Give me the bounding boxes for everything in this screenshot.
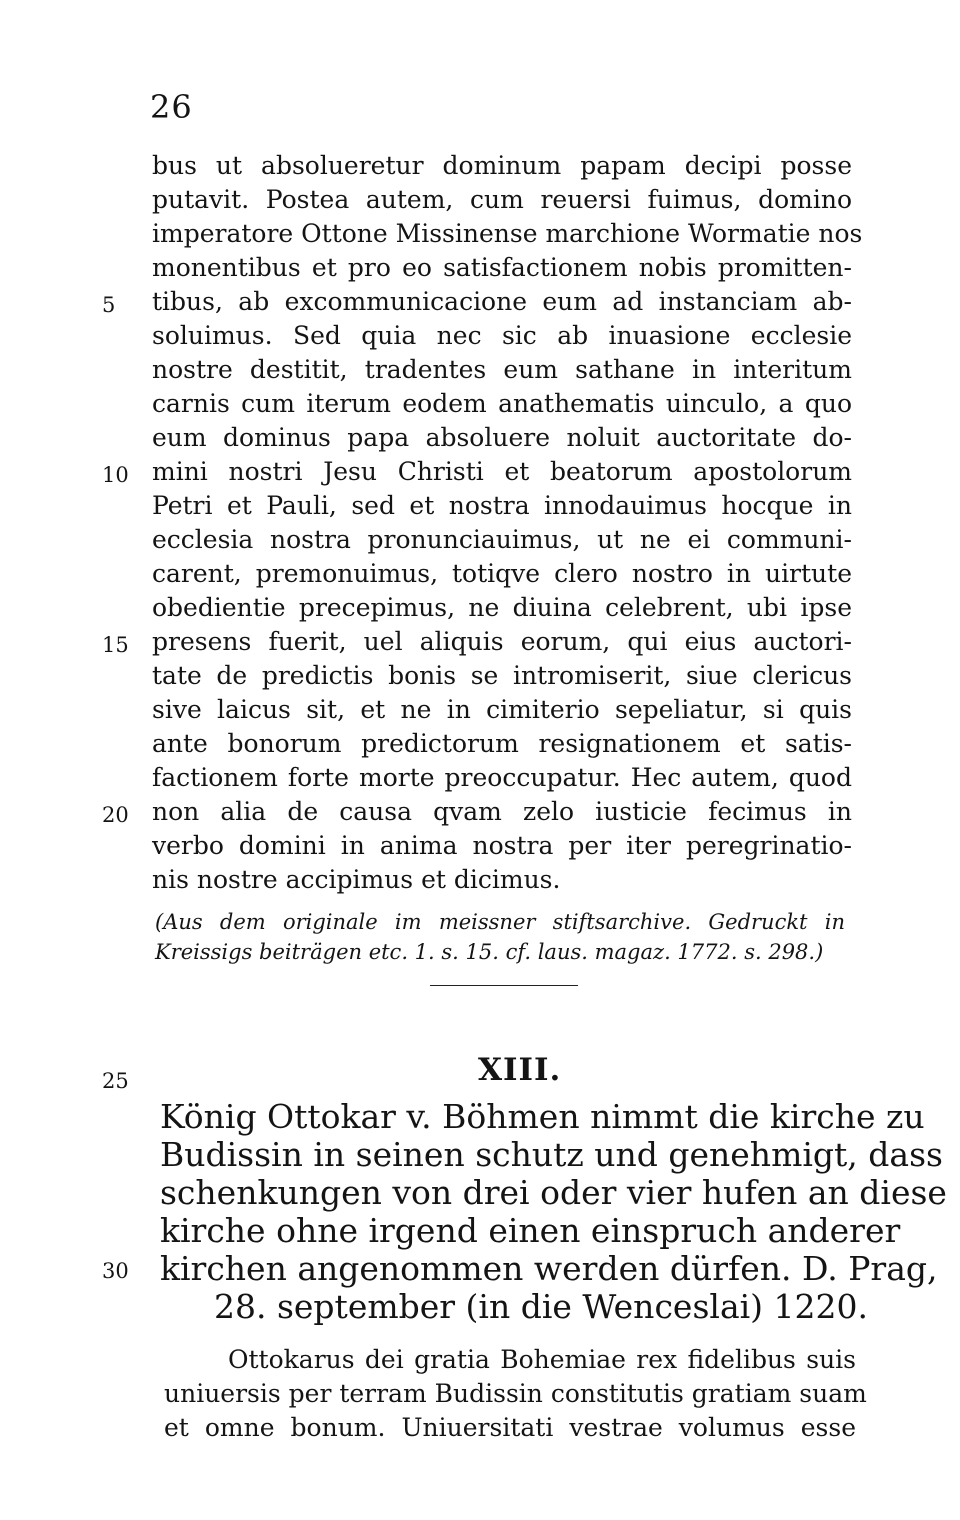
source-note-line: Kreissigs beiträgen etc. 1. s. 15. cf. laus. magaz. 1772. s. 298.) <box>155 940 824 964</box>
section-number: XIII. <box>478 1052 562 1088</box>
body-line: sive laicus sit, et ne in cimiterio sepeliatur, si quis <box>152 695 852 724</box>
page-number: 26 <box>150 88 193 126</box>
heading-line: Budissin in seinen schutz und genehmigt, dass <box>160 1135 943 1174</box>
body-line: factionem forte morte preoccupatur. Hec autem, quod <box>152 763 852 792</box>
section-text-line: et omne bonum. Uniuersitati vestrae volumus esse <box>164 1413 856 1442</box>
line-number: 5 <box>102 293 116 317</box>
line-number: 10 <box>102 463 129 487</box>
body-line: tate de predictis bonis se intromiserit, siue clericus <box>152 661 852 690</box>
body-line: carnis cum iterum eodem anathematis uinculo, a quo <box>152 389 852 418</box>
body-line: putavit. Postea autem, cum reuersi fuimus, domino <box>152 185 852 214</box>
body-line: mini nostri Jesu Christi et beatorum apostolorum <box>152 457 852 486</box>
heading-line: 28. september (in die Wenceslai) 1220. <box>214 1287 869 1326</box>
line-number: 25 <box>102 1069 129 1093</box>
heading-line: schenkungen von drei oder vier hufen an diese <box>160 1173 947 1212</box>
line-number: 15 <box>102 633 129 657</box>
heading-line: König Ottokar v. Böhmen nimmt die kirche zu <box>160 1097 925 1136</box>
heading-line: kirche ohne irgend einen einspruch anderer <box>160 1211 901 1250</box>
body-line: verbo domini in anima nostra per iter peregrinatio- <box>152 831 852 860</box>
body-line: nostre destitit, tradentes eum sathane in interitum <box>152 355 852 384</box>
body-line: non alia de causa qvam zelo iusticie fecimus in <box>152 797 852 826</box>
line-number: 20 <box>102 803 129 827</box>
body-line: tibus, ab excommunicacione eum ad instanciam ab- <box>152 287 852 316</box>
section-divider <box>430 985 578 986</box>
section-text-line: uniuersis per terram Budissin constitutis gratiam suam <box>164 1379 867 1408</box>
body-line: bus ut absolueretur dominum papam decipi posse <box>152 151 852 180</box>
body-line: Petri et Pauli, sed et nostra innodauimus hocque in <box>152 491 852 520</box>
body-line: obedientie precepimus, ne diuina celebrent, ubi ipse <box>152 593 852 622</box>
body-line: presens fuerit, uel aliquis eorum, qui eius auctori- <box>152 627 852 656</box>
body-line: eum dominus papa absoluere noluit auctoritate do- <box>152 423 852 452</box>
heading-line: kirchen angenommen werden dürfen. D. Prag, <box>160 1249 938 1288</box>
body-line: ecclesia nostra pronunciauimus, ut ne ei communi- <box>152 525 852 554</box>
source-note-line: (Aus dem originale im meissner stiftsarchive. Gedruckt in <box>155 910 845 934</box>
body-line: ante bonorum predictorum resignationem et satis- <box>152 729 852 758</box>
body-line: soluimus. Sed quia nec sic ab inuasione ecclesie <box>152 321 852 350</box>
body-line: nis nostre accipimus et dicimus. <box>152 865 561 894</box>
line-number: 30 <box>102 1259 129 1283</box>
body-line: carent, premonuimus, totiqve clero nostro in uirtute <box>152 559 852 588</box>
section-text-line: Ottokarus dei gratia Bohemiae rex fidelibus suis <box>228 1345 856 1374</box>
body-line: monentibus et pro eo satisfactionem nobis promitten- <box>152 253 852 282</box>
body-line: imperatore Ottone Missinense marchione Wormatie nos <box>152 219 863 248</box>
